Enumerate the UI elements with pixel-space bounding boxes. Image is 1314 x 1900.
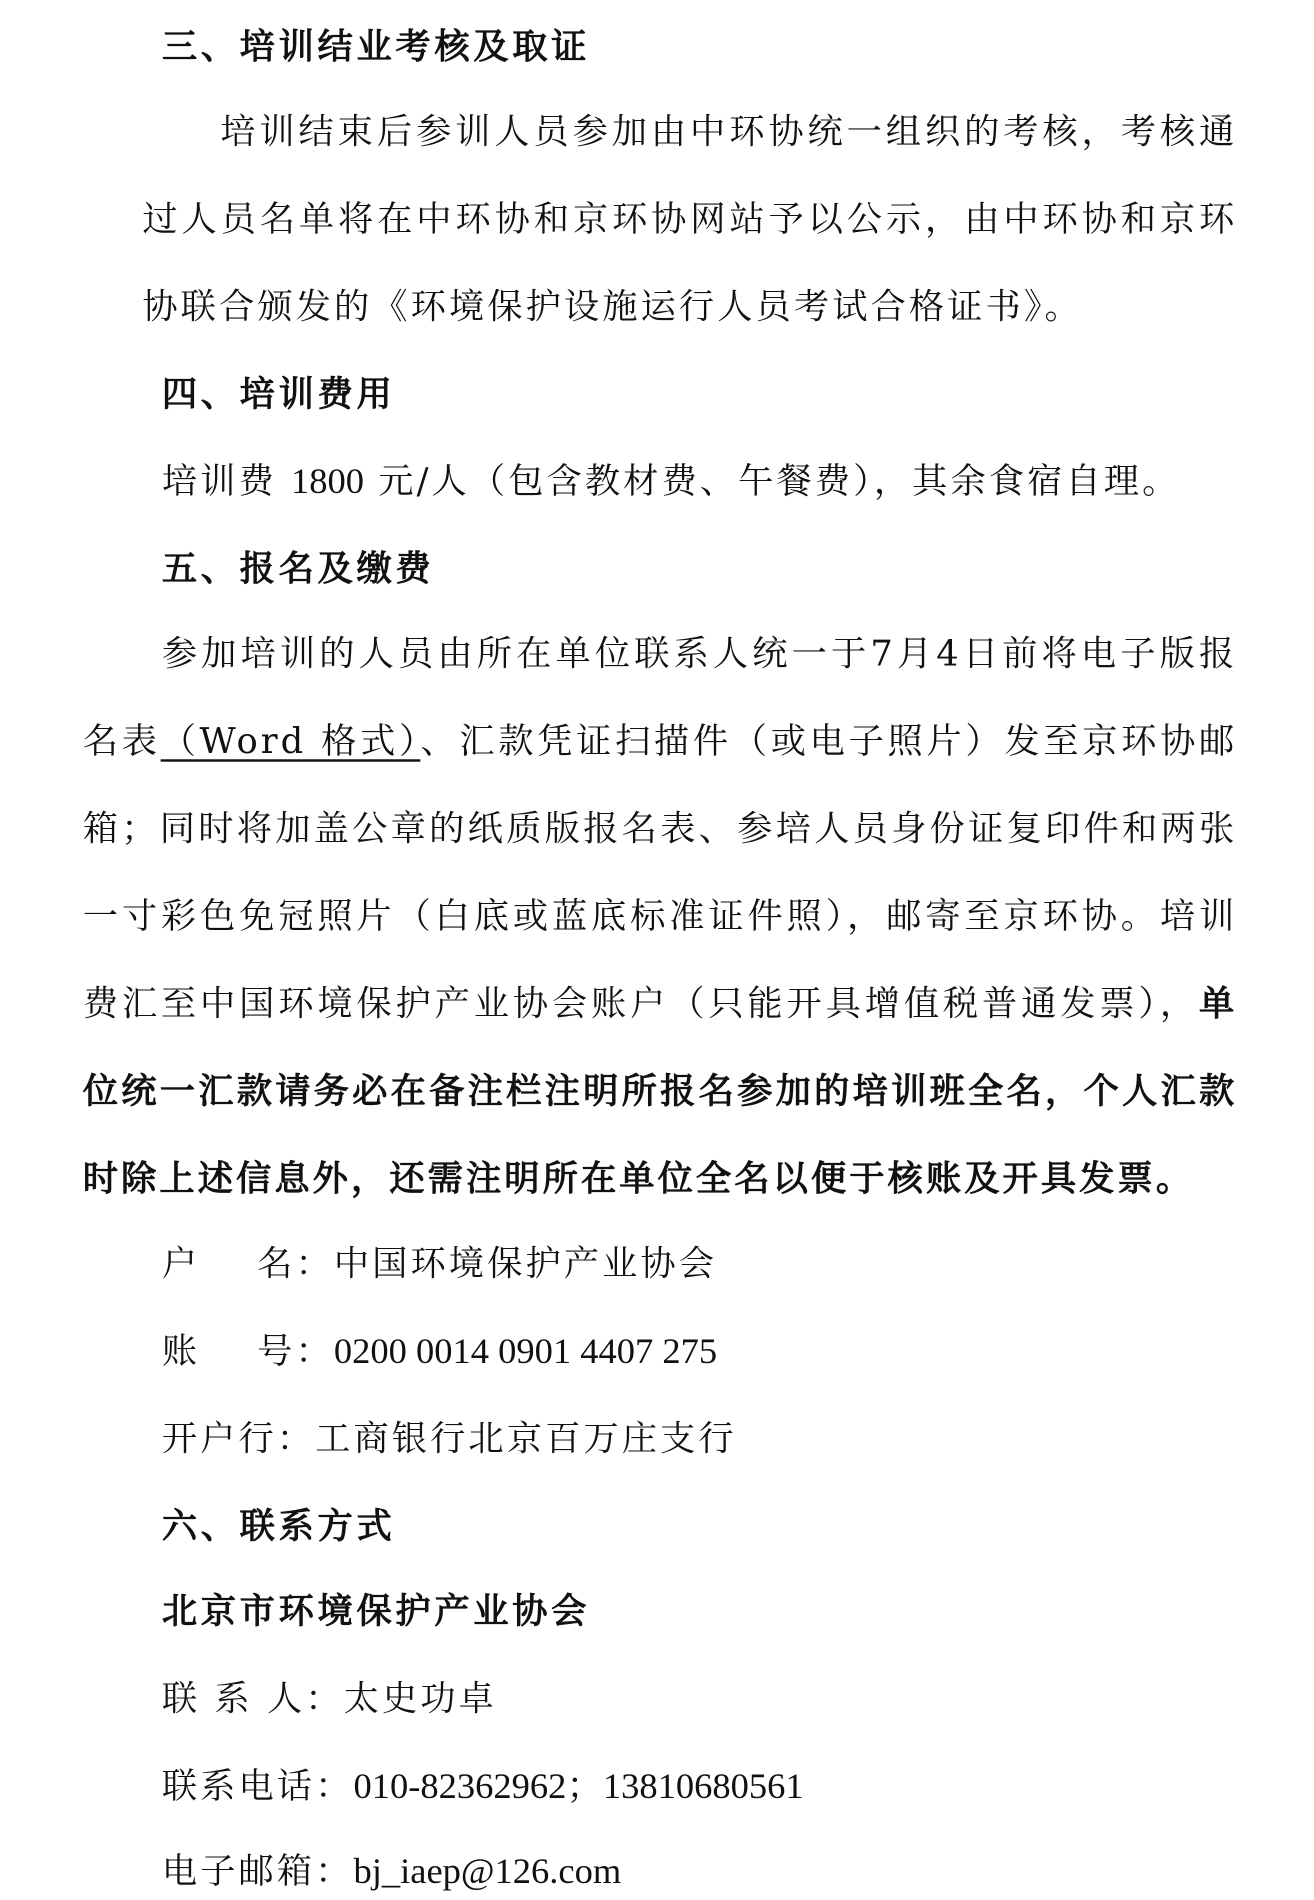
account-number-row — [162, 1327, 717, 1376]
bank-branch-value: 工商银行北京百万庄支行 — [315, 1417, 737, 1460]
section-3-paragraph-line-2: 过人员名单将在中环协和京环协网站予以公示，由中环协和京环 — [142, 198, 1238, 240]
bank-branch-row — [162, 1414, 737, 1463]
registration-form-text: 名表 — [82, 720, 161, 762]
contact-email-value[interactable]: bj_iaep@126.com — [353, 1851, 622, 1892]
section-5-paragraph-line-2-rest: 、汇款凭证扫描件（或电子照片）发至京环协邮 — [420, 720, 1238, 762]
section-5-paragraph-line-2 — [83, 717, 1238, 766]
section-3-heading: 三、培训结业考核及取证 — [161, 25, 591, 67]
bank-branch-label: 开户行： — [161, 1417, 316, 1460]
contact-email-row — [162, 1847, 621, 1896]
account-name-label: 户 名： — [161, 1242, 334, 1285]
section-5-paragraph-line-1: 参加培训的人员由所在单位联系人统一于7月4日前将电子版报 — [161, 632, 1238, 675]
section-5-paragraph-line-5-bold: 单 — [1199, 982, 1238, 1025]
training-fee-prefix: 培训费 — [161, 460, 292, 502]
contact-person-row — [162, 1674, 497, 1723]
section-5-paragraph-line-5-text: 费汇至中国环境保护产业协会账户（只能开具增值税普通发票）， — [82, 982, 1200, 1025]
contact-phone-row — [162, 1762, 804, 1811]
section-5-paragraph-line-3: 箱；同时将加盖公章的纸质版报名表、参培人员身份证复印件和两张 — [82, 807, 1238, 850]
section-3-paragraph-line-3: 协联合颁发的《环境保护设施运行人员考试合格证书》。 — [142, 285, 1083, 327]
contact-person-label: 联 系 人： — [161, 1677, 344, 1719]
account-name-row — [162, 1239, 717, 1288]
section-4-heading: 四、培训费用 — [161, 372, 396, 415]
section-6-heading: 六、联系方式 — [161, 1505, 396, 1547]
contact-email-label: 电子邮箱： — [161, 1850, 354, 1892]
section-5-paragraph-line-5 — [83, 979, 1238, 1028]
section-5-paragraph-line-4: 一寸彩色免冠照片（白底或蓝底标准证件照），邮寄至京环协。培训 — [82, 895, 1238, 937]
organization-name: 北京市环境保护产业协会 — [161, 1590, 591, 1632]
section-3-paragraph-line-1: 培训结束后参训人员参加由中环协统一组织的考核，考核通 — [220, 110, 1238, 152]
account-name-value: 中国环境保护产业协会 — [333, 1242, 718, 1285]
contact-person-value: 太史功卓 — [343, 1677, 497, 1719]
section-5-paragraph-line-7: 时除上述信息外，还需注明所在单位全名以便于核账及开具发票。 — [82, 1157, 1195, 1200]
section-5-heading: 五、报名及缴费 — [161, 547, 435, 590]
account-number-value: 0200 0014 0901 4407 275 — [333, 1331, 718, 1372]
contact-phone-label: 联系电话： — [161, 1765, 354, 1807]
account-number-label: 账 号： — [161, 1330, 334, 1372]
training-fee-amount: 1800 — [291, 461, 365, 502]
section-5-paragraph-line-6: 位统一汇款请务必在备注栏注明所报名参加的培训班全名，个人汇款 — [82, 1070, 1238, 1112]
training-fee-rest: 元/人（包含教材费、午餐费），其余食宿自理。 — [364, 460, 1181, 502]
registration-form-link[interactable]: （Word 格式） — [160, 720, 421, 762]
contact-phone-value: 010-82362962；13810680561 — [353, 1766, 804, 1807]
training-fee-line — [162, 457, 1181, 506]
